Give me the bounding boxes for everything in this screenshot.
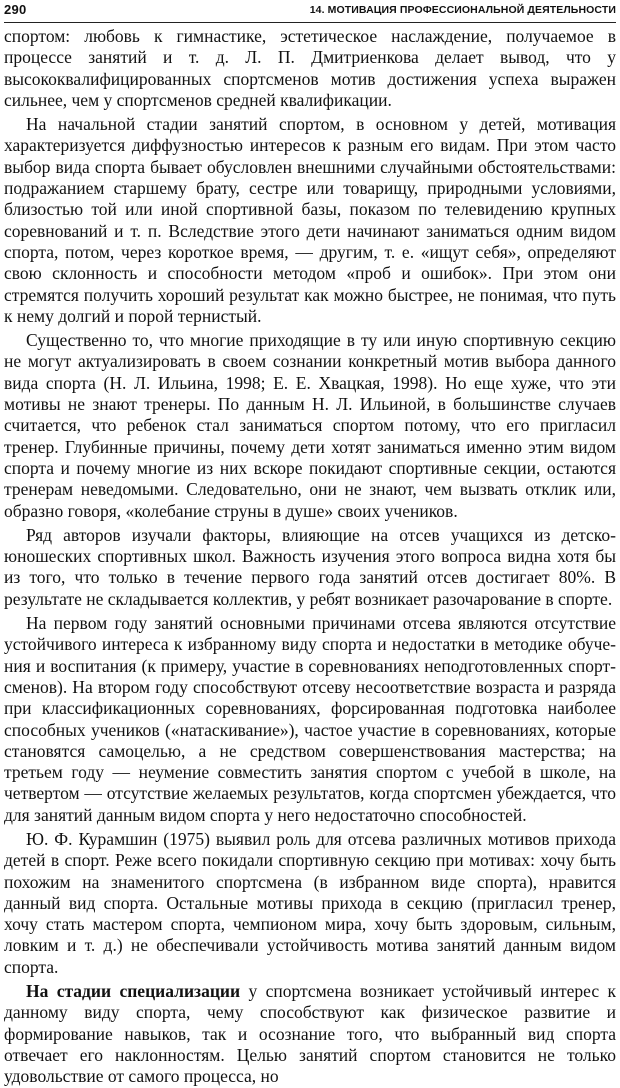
paragraph: спортом: любовь к гимнастике, эстетическое наслаждение, получаемое в процессе занятий и т. д. Л. П. Дмитриенкова делает вывод, что у высококвалифицированных спортсменов мотив достижения успеха выражен сильнее, чем у спортсменов средней квалификации. xyxy=(4,26,616,110)
page-body xyxy=(4,26,616,1088)
paragraph: На первом году занятий основными причинами отсева являются отсутствие устойчивого интереса к избранному виду спорта и недостатки в методике обучения и воспитания (к примеру, участие в соревнованиях неподготовленных спортсменов). На втором году способствуют отсеву несоответствие возраста и разряда при классификационных соревнованиях, форсированная подготовка наиболее способных учеников («натаскивание»), частое участие в соревнованиях, которые становятся самоцелью, а не средством совершенствования мастерства; на третьем году — неумение совместить занятия спортом с учебой в школе, на четвертом — отсутствие желаемых результатов, когда спортсмен убеждается, что для занятий данным видом спорта у него недостаточно способностей. xyxy=(4,613,616,825)
paragraph-specialization xyxy=(4,981,616,1087)
paragraph: Существенно то, что многие приходящие в ту или иную спортивную секцию не могут актуализировать в своем сознании конкретный мотив выбора данного вида спорта (Н. Л. Ильина, 1998; Е. Е. Хвацкая, 1998). Но еще хуже, что эти мотивы не знают тренеры. По данным Н. Л. Ильиной, в большинстве случаев считается, что ребенок стал заниматься спортом потому, что его пригласил тренер. Глубинные причины, почему дети хотят заниматься именно этим видом спорта и почему многие из них вскоре покидают спортивные секции, остаются тренерам неведомыми. Следовательно, они не знают, чем вызвать отклик или, образно говоря, «колебание струны в душе» своих учеников. xyxy=(4,330,616,521)
page-header xyxy=(4,0,616,23)
paragraph: Ряд авторов изучали факторы, влияющие на отсев учащихся из детско-юношеских спортивных школ. Важность изучения этого вопроса видна хотя бы из того, что только в течение первого года занятий отсев достигает 80%. В результате не складывается коллектив, у ребят возникает разочарование в спорте. xyxy=(4,524,616,609)
running-head: 14. МОТИВАЦИЯ ПРОФЕССИОНАЛЬНОЙ ДЕЯТЕЛЬНОСТИ xyxy=(309,4,616,16)
paragraph-text: у спортсмена возникает устойчивый интерес к данному виду спорта, чему способствуют как физическое развитие и формирование навыков, так и осознание того, что выбранный вид спорта отвечает его наклонностям. Целью занятий спортом становится не только удовольствие от самого процесса, но xyxy=(4,981,616,1087)
runin-heading: На стадии специализации xyxy=(26,981,241,1002)
paragraph: Ю. Ф. Курамшин (1975) выявил роль для отсева различных мотивов прихода детей в спорт. Реже всего покидали спортивную секцию при мотивах: хочу быть похожим на знаменитого спортсмена (в избранном виде спорта), нравится данный вид спорта. Остальные мотивы прихода в секцию (пригласил тренер, хочу стать мастером спорта, чемпионом мира, хочу быть здоровым, сильным, ловким и т. д.) не обеспечивали устойчивость мотива занятий данным видом спорта. xyxy=(4,828,616,977)
page-number: 290 xyxy=(4,2,27,17)
paragraph: На начальной стадии занятий спортом, в основном у детей, мотивация характеризуется диффузностью интересов к разным его видам. При этом часто выбор вида спорта бывает обусловлен внешними случайными обстоятельствами: подражанием старшему брату, сестре или товарищу, природными условиями, близостью той или иной спортивной базы, показом по телевидению крупных соревнований и т. п. Вследствие этого дети начинают заниматься одним видом спорта, потом, через короткое время, — другим, т. е. «ищут себя», определяют свою склонность и способности методом «проб и ошибок». При этом они стремятся получить хороший результат как можно быстрее, не понимая, что путь к нему долгий и порой тернистый. xyxy=(4,114,616,326)
